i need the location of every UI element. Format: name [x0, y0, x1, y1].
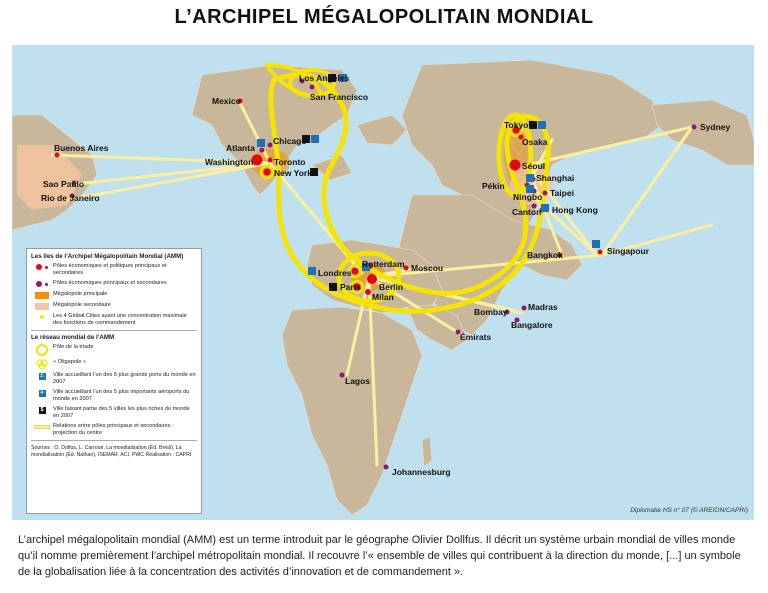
label-osaka: Osaka — [522, 137, 548, 147]
label-johannesburg: Johannesburg — [392, 467, 451, 477]
label-washington: Washington — [205, 157, 254, 167]
legend-text: Ville faisant partie des 5 villes les plus riches du monde en 2007 — [53, 406, 190, 419]
legend-heading-network: Le réseau mondial de l’AMM — [31, 334, 115, 341]
city-dot-londres — [352, 268, 359, 275]
map-legend — [26, 248, 202, 514]
airport-icon — [538, 121, 546, 129]
port-icon — [541, 204, 549, 212]
madagascar-land — [422, 437, 432, 467]
label-sao-paulo: Sao Paulo — [43, 179, 85, 189]
legend-text: Ville accueillant l’un des 5 plus importants aéroports du monde en 2007 — [53, 389, 190, 402]
label-hong-kong: Hong Kong — [552, 205, 598, 215]
label-san-francisco: San Francisco — [310, 92, 369, 102]
label-moscou: Moscou — [411, 263, 444, 273]
legend-row — [31, 344, 197, 356]
legend-row — [31, 423, 197, 437]
label-rotterdam: Rotterdam — [362, 259, 405, 269]
purple-dot-small-icon — [45, 283, 48, 286]
label-ningbo: Ningbo — [513, 192, 543, 202]
label-bangkok: Bangkok — [527, 250, 563, 260]
city-dot-new-york — [264, 169, 271, 176]
city-dot-toronto — [268, 158, 273, 163]
airport-icon — [311, 135, 319, 143]
label-emirats: Émirats — [460, 332, 492, 342]
city-dot-berlin — [367, 274, 377, 284]
city-dot-taipei — [543, 191, 548, 196]
label-paris: Paris — [340, 282, 361, 292]
label-singapour: Singapour — [607, 246, 650, 256]
legend-heading-islands: Les îles de l’Archipel Mégalopolitain Mondial (AMM) — [31, 253, 184, 260]
city-dot-madras — [522, 306, 527, 311]
map-credit: Diplomatie HS n° 07 (© AREION/CAPRI) — [630, 507, 748, 514]
legend-text: Mégalopole secondaire — [53, 302, 111, 308]
label-chicago: Chicago — [273, 136, 307, 146]
label-los-angeles: Los Angeles — [299, 73, 350, 83]
label-taipei: Taipei — [550, 188, 574, 198]
legend-row — [31, 406, 197, 420]
city-dot-sydney — [692, 125, 697, 130]
city-dot-san-francisco — [310, 85, 315, 90]
legend-sources: Sources : O. Dolfus, L. Carroué, La mondialisation (Éd. Bréal), La mondialisation (Éd. Nathan), ISEMAR, ACI, PWC Réalisation : CAPRI — [31, 445, 192, 458]
city-dot-johannesburg — [384, 465, 389, 470]
label-bombay: Bombay — [474, 307, 508, 317]
label-pekin: Pékin — [482, 181, 505, 191]
label-canton: Canton — [512, 207, 542, 217]
city-dot-seoul — [510, 160, 521, 171]
label-lagos: Lagos — [345, 376, 371, 386]
legend-row — [31, 389, 197, 403]
label-shanghai: Shanghai — [536, 173, 575, 183]
label-milan: Milan — [372, 292, 394, 302]
legend-text: Pôles économiques et politiques principaux et secondaires — [53, 263, 167, 276]
legend-row — [31, 372, 197, 386]
yellow-dot-icon — [40, 315, 44, 319]
legend-text: Pôles économiques principaux et secondaires — [53, 280, 167, 286]
rich-city-icon: $ — [40, 406, 44, 413]
label-mexico: Mexico — [212, 96, 241, 106]
legend-text: Ville accueillant l’un des 5 plus grands ports du monde en 2007 — [53, 372, 196, 385]
legend-text: Les 4 Global Cities ayant une concentration maximale des fonctions de commandement — [53, 313, 187, 326]
city-dot-atlanta — [260, 148, 265, 153]
orange-swatch-icon — [35, 292, 49, 299]
label-sydney: Sydney — [700, 122, 731, 132]
city-dot-lagos — [340, 373, 345, 378]
rich-city-icon — [329, 283, 337, 291]
legend-divider — [31, 440, 197, 441]
label-seoul: Séoul — [522, 161, 546, 171]
airport-icon: ✈ — [39, 389, 45, 396]
red-dot-icon — [36, 264, 42, 270]
label-madras: Madras — [528, 302, 558, 312]
city-dot-milan — [365, 289, 371, 295]
city-dot-buenos-aires — [55, 153, 60, 158]
legend-row — [31, 263, 197, 277]
label-new-york: New York — [274, 168, 312, 178]
legend-row — [31, 302, 197, 310]
peach-swatch-icon — [35, 303, 49, 310]
port-icon — [592, 240, 600, 248]
legend-text: « Oligapole » — [53, 359, 86, 365]
legend-row — [31, 313, 197, 327]
airport-icon — [257, 139, 265, 147]
label-toronto: Toronto — [274, 157, 306, 167]
legend-row — [31, 359, 197, 369]
map-caption: L’archipel mégalopolitain mondial (AMM) est un terme introduit par le géographe Olivier Dollfus. Il décrit un système urbain mondial de villes monde qu’il nomme premièrement l’archipel métropolitain mondial. Il recouvre l’« ensemble de villes qui contribuent à la direction du monde, [...] un symbole de la globalisation liée à la concentration des activités d’innovation et de commandement ». — [18, 534, 741, 578]
relation-line-icon — [34, 425, 50, 429]
label-bangalore: Bangalore — [511, 320, 553, 330]
label-londres: Londres — [318, 268, 352, 278]
legend-text: Pôle de la triade — [53, 344, 94, 350]
label-atlanta: Atlanta — [226, 143, 255, 153]
legend-row — [31, 280, 197, 288]
yellow-ring-icon — [36, 344, 48, 356]
legend-row — [31, 291, 197, 299]
city-dot-singapour — [598, 250, 603, 255]
purple-dot-icon — [36, 281, 42, 287]
label-berlin: Berlin — [379, 282, 404, 292]
label-rio: Rio de Janeiro — [41, 193, 100, 203]
port-icon: ⚓ — [39, 372, 45, 379]
africa-land — [282, 307, 422, 515]
legend-text: Mégalopole principale — [53, 291, 108, 297]
airport-icon — [308, 267, 316, 275]
legend-text: Relations entre pôles principaux et secondaires : projection du centre — [53, 423, 174, 436]
label-tokyo: Tokyo — [504, 120, 529, 130]
arctic-land — [357, 115, 407, 145]
port-icon — [526, 174, 534, 182]
red-dot-small-icon — [45, 266, 48, 269]
map-title: L’ARCHIPEL MÉGALOPOLITAIN MONDIAL — [174, 6, 594, 28]
label-buenos-aires: Buenos Aires — [54, 143, 109, 153]
oligapole-icon — [35, 359, 49, 369]
relation-line — [602, 127, 692, 255]
rich-city-icon — [529, 121, 537, 129]
city-dot-chicago — [268, 143, 273, 148]
legend-divider — [31, 330, 197, 331]
